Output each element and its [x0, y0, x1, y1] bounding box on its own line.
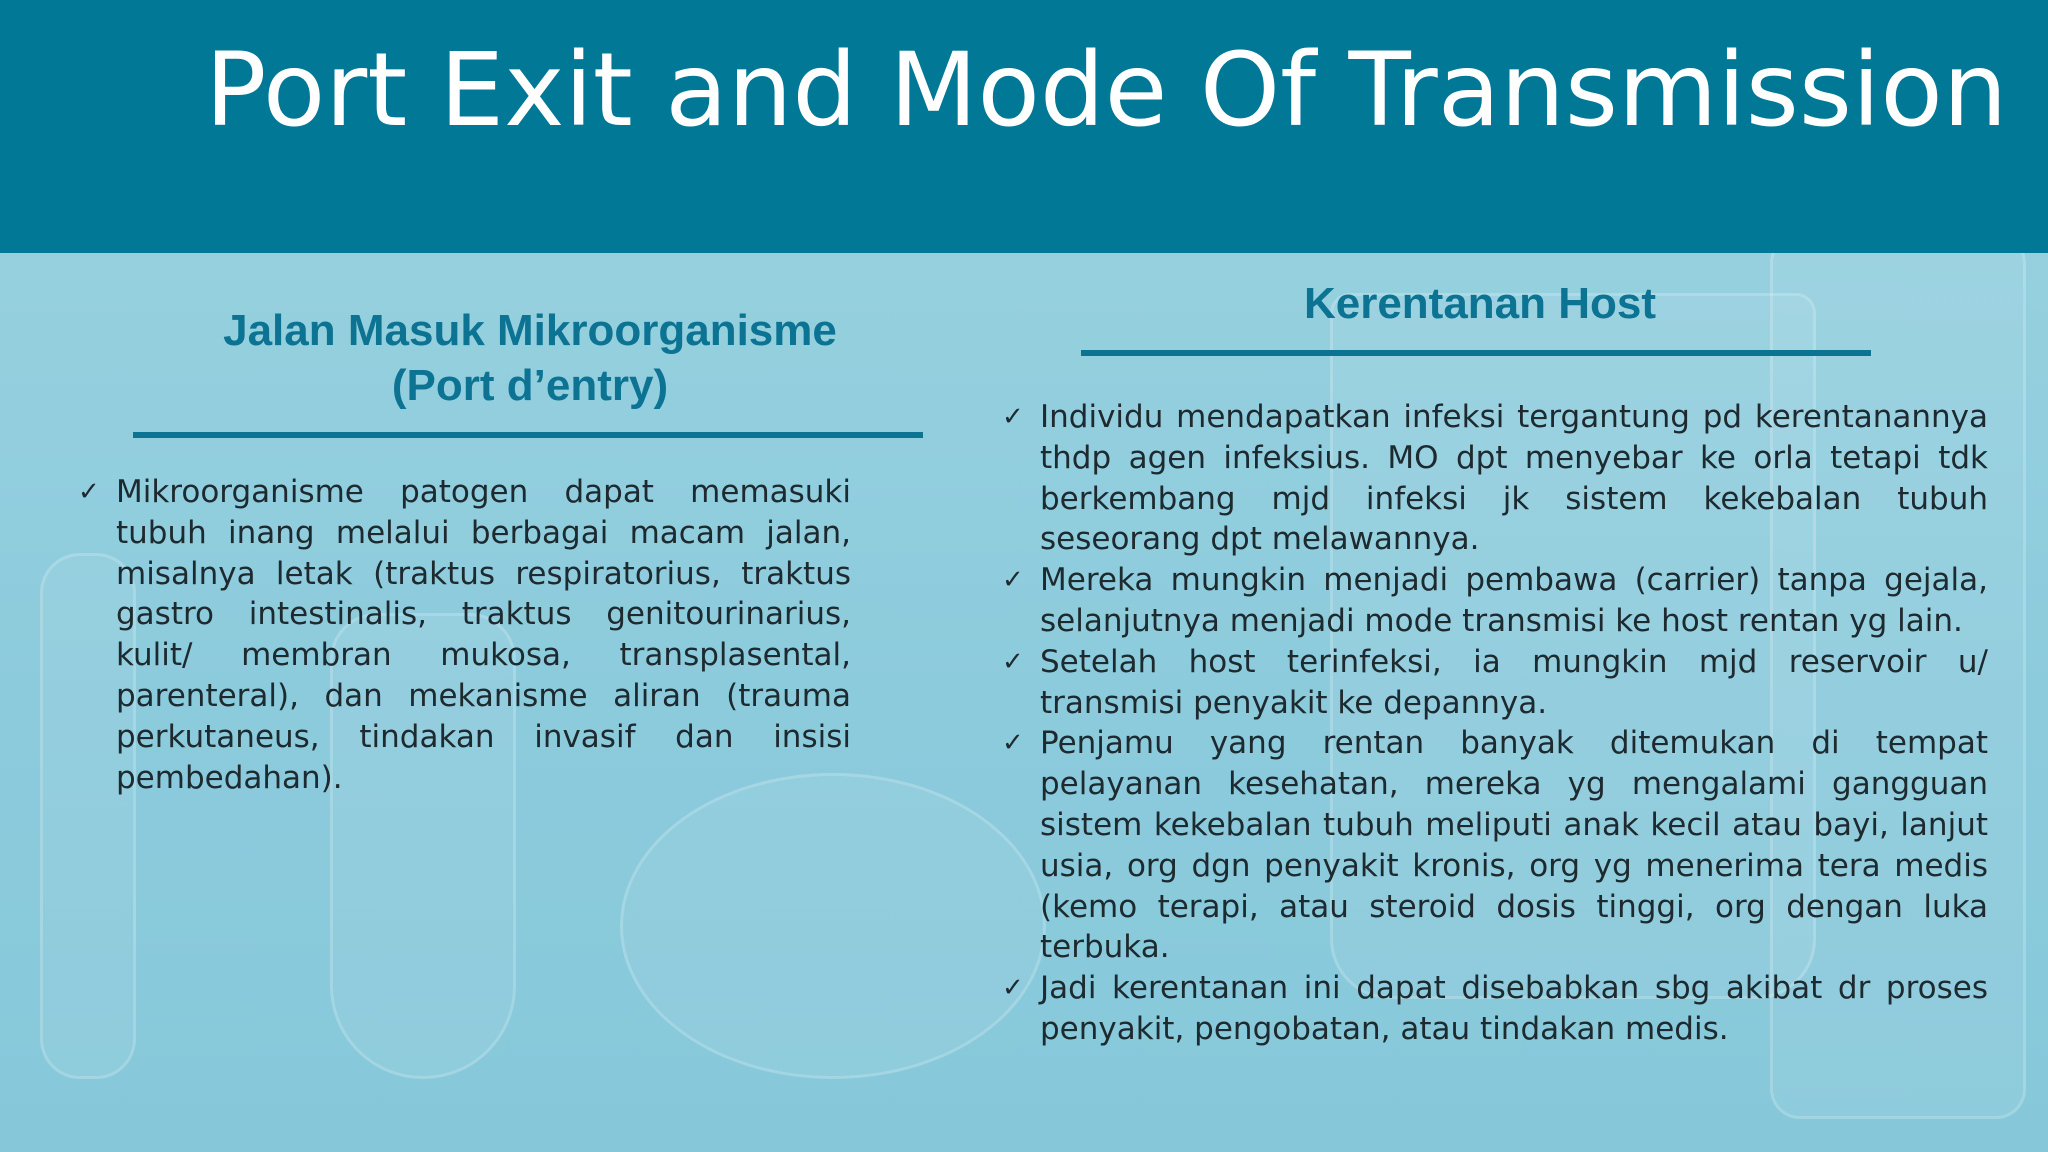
list-item [1002, 397, 1988, 560]
left-bullet-list [78, 472, 851, 798]
round-flask-shape [620, 773, 1046, 1079]
checkmark-icon: ✓ [1002, 973, 1024, 1004]
checkmark-icon: ✓ [1002, 565, 1024, 596]
left-heading-underline [133, 432, 923, 438]
checkmark-icon: ✓ [78, 477, 100, 507]
bullet-text: Setelah host terinfeksi, ia mungkin mjd reservoir u/ transmisi penyakit ke depannya. [1040, 643, 1988, 721]
bullet-text: Mereka mungkin menjadi pembawa (carrier) tanpa gejala, selanjutnya menjadi mode transmisi ke host rentan yg lain. [1040, 562, 1988, 639]
bullet-text: Mikroorganisme patogen dapat memasuki tubuh inang melalui berbagai macam jalan, misalnya letak (traktus respiratorius, traktus gastro intestinalis, traktus genitourinarius, kulit/ membran mukosa, transplasental, parenteral), dan mekanisme aliran (trauma perkutaneus, tindakan invasif dan insisi pembedahan). [116, 474, 851, 796]
list-item [1002, 560, 1988, 642]
left-heading-line2: (Port d’entry) [391, 361, 669, 410]
left-heading-line1: Jalan Masuk Mikroorganisme [223, 306, 837, 355]
title-bar [0, 0, 2048, 253]
right-heading-underline [1081, 350, 1871, 356]
list-item [1002, 968, 1988, 1050]
list-item [1002, 723, 1988, 968]
list-item [1002, 642, 1988, 724]
slide-title: Port Exit and Mode Of Transmission [205, 31, 2008, 150]
list-item [78, 472, 851, 798]
bullet-text: Individu mendapatkan infeksi tergantung pd kerentanannya thdp agen infeksius. MO dpt menyebar ke orla tetapi tdk berkembang mjd infeksi jk sistem kekebalan tubuh seseorang dpt melawannya. [1040, 399, 1988, 558]
left-column-heading [130, 303, 930, 413]
right-column-heading: Kerentanan Host [1303, 279, 1657, 328]
checkmark-icon: ✓ [1002, 728, 1024, 759]
checkmark-icon: ✓ [1002, 402, 1024, 432]
right-bullet-list [1002, 397, 1988, 1050]
checkmark-icon: ✓ [1002, 646, 1024, 677]
bullet-text: Jadi kerentanan ini dapat disebabkan sbg akibat dr proses penyakit, pengobatan, atau tindakan medis. [1040, 970, 1988, 1047]
bullet-text: Penjamu yang rentan banyak ditemukan di tempat pelayanan kesehatan, mereka yg mengalami gangguan sistem kekebalan tubuh meliputi anak kecil atau bayi, lanjut usia, org dgn penyakit kronis, org yg menerima tera medis (kemo terapi, atau steroid dosis tinggi, org dengan luka terbuka. [1040, 725, 1988, 966]
